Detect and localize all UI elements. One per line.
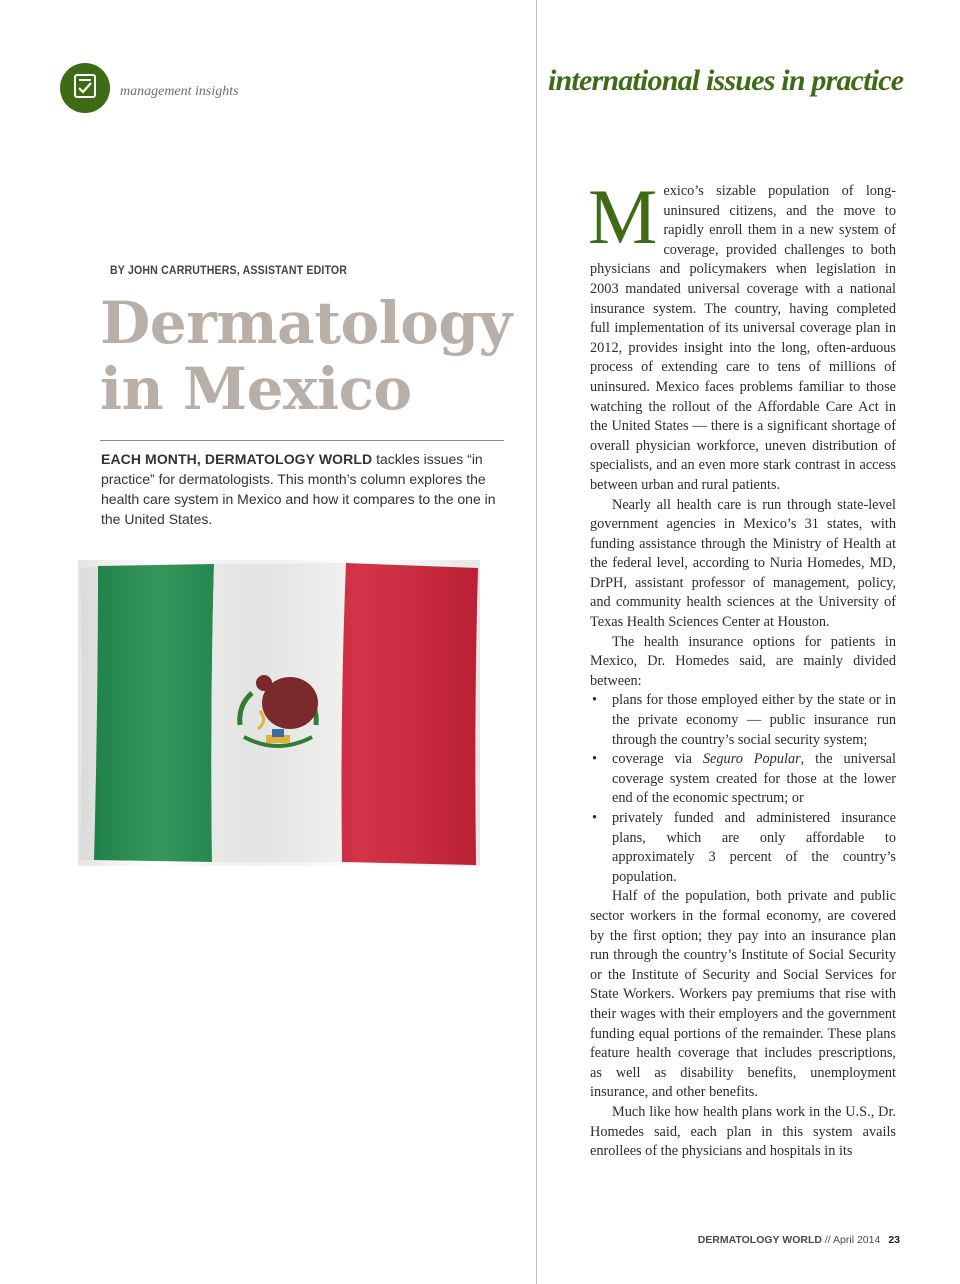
headline-line-2: in Mexico [100,355,412,423]
list-item: • plans for those employed either by the state or in the private economy — public insurance run through the country’s social security system; [590,691,896,750]
footer-separator: // [821,1234,834,1246]
paragraph-3: The health insurance options for patients in Mexico, Dr. Homedes said, are mainly divided between: [590,633,896,689]
article-body [588,173,896,1162]
insurance-options-list [590,691,896,887]
list-item: • coverage via Seguro Popular, the universal coverage system created for those at the lower end of the economic spectrum; or [590,750,896,809]
list-item: • privately funded and administered insurance plans, which are only affordable to approximately 3 percent of the country’s population. [590,809,896,887]
intro-rest: tackles issues “in practice” for dermatologists. This month’s column explores the health care system in Mexico and how it compares to the one in the United States. [101,451,496,527]
publication-name: DERMATOLOGY WORLD [697,1234,822,1246]
headline-line-1: Dermatology [100,289,512,357]
byline: BY JOHN CARRUTHERS, ASSISTANT EDITOR [110,263,348,277]
section-label: management insights [120,84,239,99]
mexico-flag-image [78,560,480,866]
page-footer [698,1234,900,1246]
page-number: 23 [888,1234,900,1246]
intro-deck [101,449,501,529]
issue-date: April 2014 [833,1234,881,1246]
paragraph-1: Mexico’s sizable population of long-uninsured citizens, and the move to rapidly enroll them in a new system of coverage, provided challenges to both physicians and policymakers when legislation in 2003 mandated universal coverage with a national insurance system. The country, having completed full implementation of its universal coverage plan in 2012, provides insight into the long, often-arduous process of extending care to tens of millions of uninsured. Mexico faces problems familiar to those watching the rollout of the Affordable Care Act in the United States — there is a significant shortage of overall physician workforce, uneven distribution of specialists, and an even more stark contrast in access between urban and rural patients. [588,173,896,493]
headline-rule [100,440,504,441]
page-gutter-divider [536,0,537,1284]
paragraph-2: Nearly all health care is run through state-level government agencies in Mexico’s 31 states, with funding assistance through the Ministry of Health at the federal level, according to Nuria Homedes, MD, DrPH, assistant professor of management, policy, and community health sciences at the University of Texas Health Sciences Center at Houston. [590,496,896,631]
dropcap: M [588,173,658,260]
checklist-icon [70,71,100,106]
paragraph-4: Half of the population, both private and public sector workers in the formal economy, are covered by the first option; they pay into an insurance plan run through the country’s Institute of Social Security or the Institute of Security and Social Services for State Workers. Workers pay premiums that rise with their wages with their employers and the government funding equal portions of the remainder. These plans feature health coverage that includes prescriptions, as well as disability benefits, unemployment insurance, and other benefits. [590,888,896,1101]
column-title: international issues in practice [548,64,904,97]
paragraph-5: Much like how health plans work in the U.S., Dr. Homedes said, each plan in this system avails enrollees of the physicians and hospitals in its [590,1103,896,1160]
headline [100,290,512,422]
section-badge [60,63,110,113]
intro-lead: EACH MONTH, DERMATOLOGY WORLD [101,451,373,467]
